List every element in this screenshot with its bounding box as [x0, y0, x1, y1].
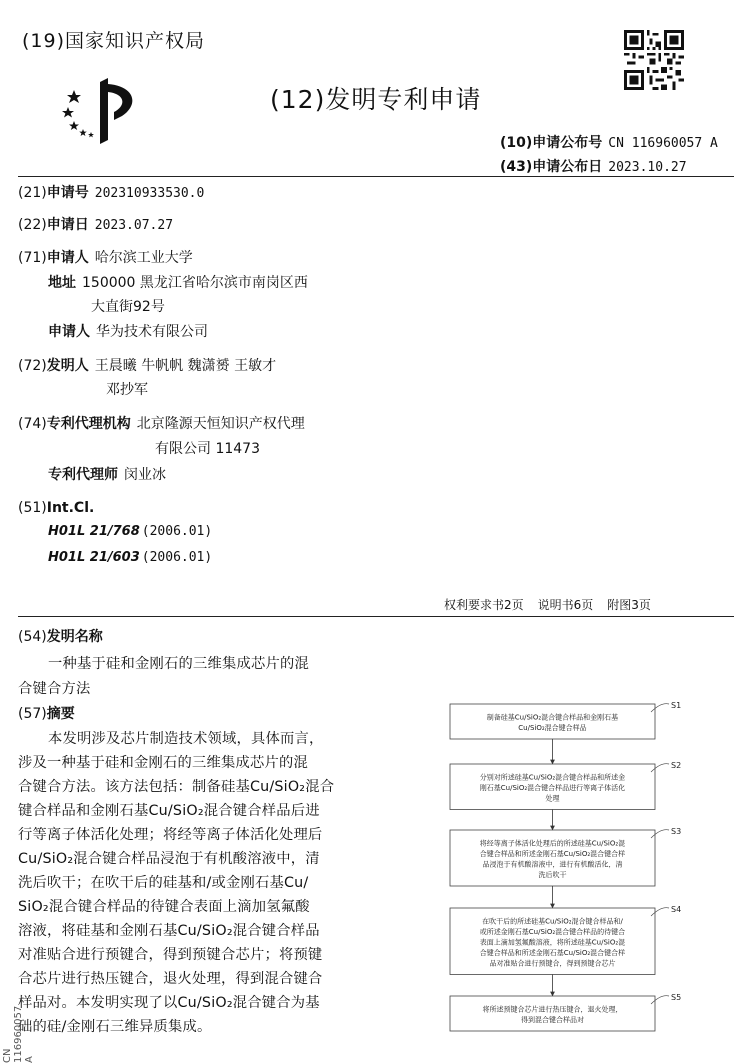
process-flowchart: [440, 696, 740, 1041]
abstract-line: 样品对。本发明实现了以Cu/SiO₂混合键合为基: [18, 995, 320, 1011]
flow-step-label: S5: [671, 993, 682, 1002]
flow-step-label: S1: [671, 701, 682, 710]
abstract-line: 洗后吹干；在吹干后的硅基和/或金刚石基Cu/: [18, 875, 309, 891]
applicant-label: 申请人: [46, 250, 89, 266]
flow-step-box: [450, 996, 655, 1031]
flow-step-text: 表面上滴加氢氟酸溶液，将所述硅基Cu/SiO₂混: [479, 938, 626, 947]
address-row: [48, 274, 308, 292]
agency-row: [18, 415, 305, 433]
flow-step-text: 品浸泡于有机酸溶液中，进行有机酸活化，清: [482, 860, 623, 869]
application-number-label: 申请号: [46, 185, 89, 201]
inventor-row: [18, 357, 276, 375]
flow-step-text: 制备硅基Cu/SiO₂混合键合样品和金刚石基: [486, 713, 619, 722]
flow-step-text: 分别对所述硅基Cu/SiO₂混合键合样品和所述金: [479, 773, 626, 782]
field-code: (57): [18, 706, 47, 722]
field-code: (21): [18, 185, 47, 201]
claims-pages: 权利要求书2页: [444, 598, 524, 612]
flow-step-label: S4: [671, 905, 682, 914]
ipc-class: H01L 21/603: [48, 550, 140, 565]
agent-row: [48, 466, 166, 484]
address-line-2: 大直街92号: [91, 299, 165, 315]
agent-name: 闵业冰: [124, 467, 166, 483]
abstract-line: 键合样品和金刚石基Cu/SiO₂混合键合样品后进: [18, 803, 320, 819]
flow-step-s5: [450, 993, 681, 1031]
publication-number: CN 116960057 A: [608, 136, 718, 151]
publication-number-label: (10)申请公布号: [500, 135, 603, 151]
int-cl-label: Int.Cl.: [46, 500, 95, 516]
page-counts: [444, 596, 665, 613]
int-cl-row: [18, 499, 94, 517]
applicant-name: 华为技术有限公司: [96, 324, 208, 340]
flow-step-text: 将所述预键合芯片进行热压键合，退火处理，: [482, 1005, 623, 1014]
agency-label: 专利代理机构: [46, 416, 131, 432]
flow-step-text: 洗后吹干: [538, 870, 567, 879]
abstract-line: 对准贴合进行预键合，得到预键合芯片；将预键: [18, 947, 323, 963]
field-code: (72): [18, 358, 47, 374]
title-label: 发明名称: [46, 629, 103, 645]
field-code: (51): [18, 500, 47, 516]
invention-title-line-2: 合键合方法: [18, 681, 91, 697]
qr-code: [624, 30, 684, 90]
publication-date: 2023.10.27: [608, 160, 687, 175]
abstract-line: 合芯片进行热压键合，退火处理，得到混合键合: [18, 971, 323, 987]
inventor-label: 发明人: [46, 358, 89, 374]
side-publication-number: CN 116960057 A: [2, 1005, 35, 1063]
ipc-class: H01L 21/768: [48, 524, 140, 539]
inventor-names: 王晨曦 牛帆帆 魏潇赟 王敏才: [94, 358, 277, 374]
flow-step-text: 将经等离子体活化处理后的所述硅基Cu/SiO₂混: [479, 839, 626, 848]
flow-step-label: S3: [671, 827, 682, 836]
abstract-line: SiO₂混合键合样品的待键合表面上滴加氢氟酸: [18, 899, 310, 915]
agency-name-line-2: 有限公司 11473: [155, 441, 260, 457]
field-code: (71): [18, 250, 47, 266]
flow-step-box: [450, 704, 655, 739]
header-divider: [18, 176, 734, 177]
ipc-version: (2006.01): [141, 550, 213, 565]
ipc-class-row: [48, 550, 212, 565]
inventor-names-line-2: 邓抄军: [106, 382, 148, 398]
flow-step-text: 刚石基Cu/SiO₂混合键合样品进行等离子体活化: [479, 783, 626, 792]
publication-date-row: [500, 156, 687, 176]
address-line: 150000 黑龙江省哈尔滨市南岗区西: [82, 275, 308, 291]
flow-step-text: Cu/SiO₂混合键合样品: [518, 723, 587, 732]
invention-title-line-1: 一种基于硅和金刚石的三维集成芯片的混: [48, 656, 309, 672]
abstract-line: Cu/SiO₂混合键合样品浸泡于有机酸溶液中，清: [18, 851, 320, 867]
address-label: 地址: [48, 275, 76, 291]
abstract-line: 溶液，将硅基和金刚石基Cu/SiO₂混合键合样品: [18, 923, 320, 939]
application-number: 202310933530.0: [94, 186, 205, 201]
flow-step-text: 在吹干后的所述硅基Cu/SiO₂混合键合样品和/: [482, 917, 623, 926]
flow-step-text: 或所述金刚石基Cu/SiO₂混合键合样品的待键合: [479, 927, 626, 936]
abstract-line: 行等离子体活化处理；将经等离子体活化处理后: [18, 827, 323, 843]
publication-date-label: (43)申请公布日: [500, 159, 603, 175]
flow-step-s1: [450, 701, 681, 739]
flow-step-label: S2: [671, 761, 682, 770]
application-date: 2023.07.27: [94, 218, 174, 233]
abstract-label: 摘要: [46, 706, 75, 722]
field-code: (74): [18, 416, 47, 432]
ipc-class-row: [48, 524, 212, 539]
flow-step-text: 处理: [545, 794, 560, 803]
abstract-line: 本发明涉及芯片制造技术领域，具体而言，: [48, 731, 324, 747]
applicant-row: [18, 249, 193, 267]
ipc-version: (2006.01): [141, 524, 213, 539]
section-divider: [18, 616, 734, 617]
abstract-line: 础的硅/金刚石三维异质集成。: [18, 1019, 212, 1035]
application-number-row: [18, 184, 204, 203]
applicant-name: 哈尔滨工业大学: [94, 250, 193, 266]
agent-label: 专利代理师: [48, 467, 118, 483]
abstract-line: 合键合方法。该方法包括：制备硅基Cu/SiO₂混合: [18, 779, 335, 795]
application-date-row: [18, 216, 173, 235]
flow-step-text: 得到混合键合样品对: [521, 1015, 584, 1024]
flow-step-text: 合键合样品和所述金刚石基Cu/SiO₂混合键合样: [479, 948, 626, 957]
description-pages: 说明书6页: [537, 598, 594, 612]
office-name: (19)国家知识产权局: [22, 30, 206, 52]
field-code: (22): [18, 217, 47, 233]
field-code: (54): [18, 629, 47, 645]
applicant-2-row: [48, 323, 208, 341]
drawing-pages: 附图3页: [607, 598, 651, 612]
applicant-label: 申请人: [48, 324, 90, 340]
cnipa-logo: [60, 74, 145, 148]
publication-number-row: [500, 132, 718, 152]
flow-step-s3: [450, 827, 681, 886]
flow-step-text: 品对准贴合进行预键合，得到预键合芯片: [489, 959, 616, 968]
abstract-heading: [18, 705, 75, 723]
document-type: (12)发明专利申请: [270, 85, 482, 114]
flow-step-s4: [450, 905, 681, 975]
flow-step-s2: [450, 761, 681, 810]
title-heading: [18, 628, 103, 646]
flow-step-text: 合键合样品和所述金刚石基Cu/SiO₂混合键合样: [479, 849, 626, 858]
application-date-label: 申请日: [46, 217, 89, 233]
agency-name: 北京隆源天恒知识产权代理: [136, 416, 305, 432]
abstract-line: 涉及一种基于硅和金刚石的三维集成芯片的混: [18, 755, 308, 771]
